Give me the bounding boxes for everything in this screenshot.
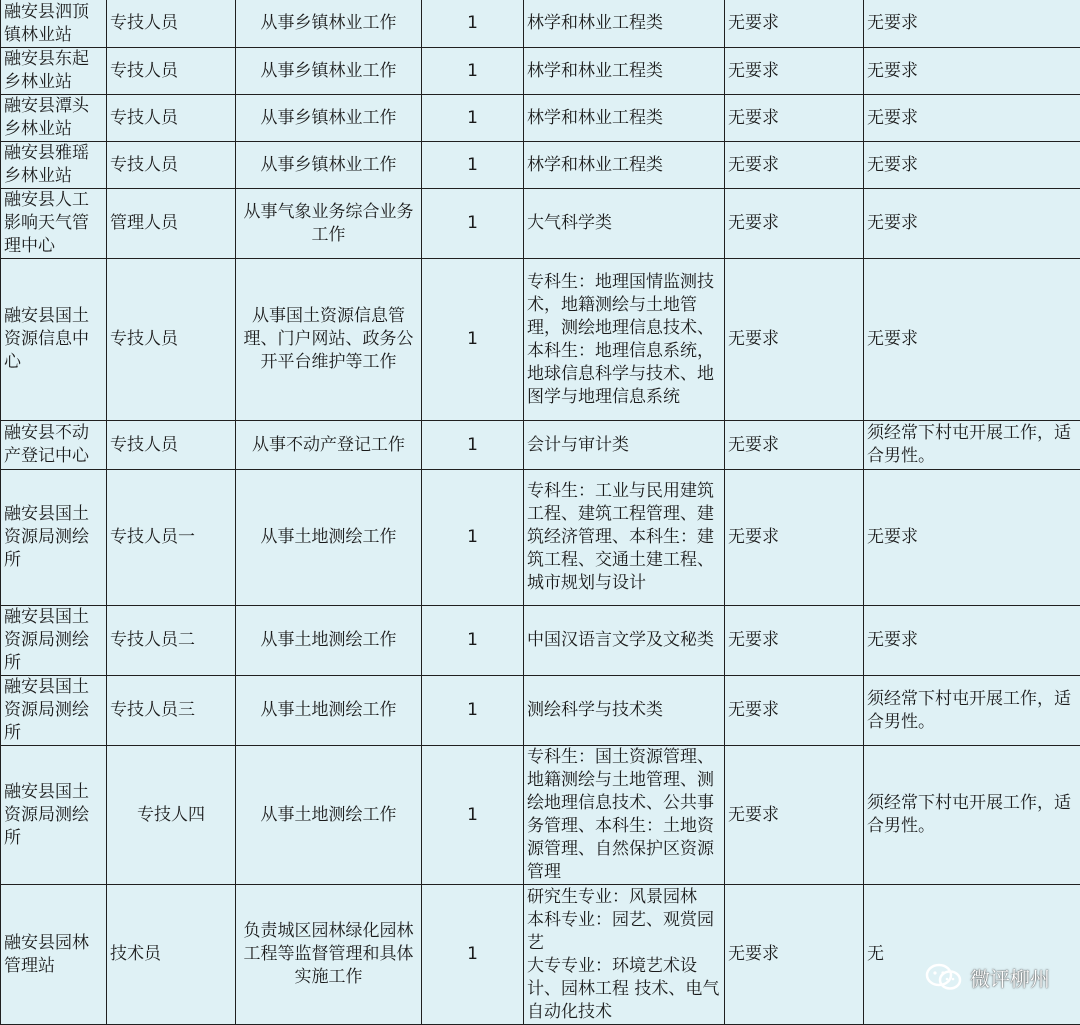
cell-duty: 负责城区园林绿化园林工程等监督管理和具体实施工作: [236, 885, 422, 1025]
cell-major: 林学和林业工程类: [524, 142, 725, 189]
cell-duty: 从事土地测绘工作: [236, 470, 422, 606]
cell-other-requirement: 无要求: [864, 259, 1080, 421]
cell-unit: 融安县潭头乡林业站: [1, 95, 107, 142]
cell-unit: 融安县不动产登记中心: [1, 421, 107, 470]
cell-post: 专技人四: [107, 746, 236, 885]
cell-post: 管理人员: [107, 189, 236, 259]
table-row: [1, 189, 1080, 259]
table-row: [1, 0, 1080, 48]
cell-post: 专技人员二: [107, 606, 236, 676]
cell-major: 测绘科学与技术类: [524, 676, 725, 746]
cell-count: 1: [422, 0, 524, 48]
cell-other-requirement: 无要求: [864, 606, 1080, 676]
cell-count: 1: [422, 421, 524, 470]
watermark-text: 微评柳州: [970, 963, 1050, 992]
cell-other-requirement: 无要求: [864, 48, 1080, 95]
cell-other-requirement: 须经常下村屯开展工作，适合男性。: [864, 421, 1080, 470]
cell-post: 专技人员: [107, 0, 236, 48]
cell-post: 专技人员: [107, 48, 236, 95]
cell-count: 1: [422, 48, 524, 95]
cell-count: 1: [422, 746, 524, 885]
cell-duty: 从事乡镇林业工作: [236, 0, 422, 48]
cell-major: 专科生：国土资源管理、地籍测绘与土地管理、测绘地理信息技术、公共事务管理、本科生：土地资源管理、自然保护区资源管理: [524, 746, 725, 885]
cell-other-requirement: 无要求: [864, 142, 1080, 189]
cell-post: 专技人员一: [107, 470, 236, 606]
cell-duty: 从事土地测绘工作: [236, 606, 422, 676]
table-row: [1, 606, 1080, 676]
cell-post: 技术员: [107, 885, 236, 1025]
table-row: [1, 470, 1080, 606]
cell-duty: 从事气象业务综合业务工作: [236, 189, 422, 259]
cell-unit: 融安县人工影响天气管理中心: [1, 189, 107, 259]
cell-duty: 从事乡镇林业工作: [236, 95, 422, 142]
table-row: [1, 746, 1080, 885]
cell-requirement: 无要求: [725, 189, 864, 259]
cell-major: 林学和林业工程类: [524, 95, 725, 142]
cell-other-requirement: 无要求: [864, 95, 1080, 142]
cell-requirement: 无要求: [725, 0, 864, 48]
cell-post: 专技人员: [107, 421, 236, 470]
cell-count: 1: [422, 259, 524, 421]
cell-other-requirement: 无要求: [864, 470, 1080, 606]
cell-major: 大气科学类: [524, 189, 725, 259]
cell-major: 专科生：地理国情监测技术，地籍测绘与土地管理，测绘地理信息技术、本科生：地理信息系统，地球信息科学与技术、地图学与地理信息系统: [524, 259, 725, 421]
cell-major: 中国汉语言文学及文秘类: [524, 606, 725, 676]
cell-requirement: 无要求: [725, 470, 864, 606]
cell-requirement: 无要求: [725, 95, 864, 142]
table-row: [1, 48, 1080, 95]
cell-major: 林学和林业工程类: [524, 0, 725, 48]
cell-unit: 融安县泗顶镇林业站: [1, 0, 107, 48]
cell-other-requirement: 无要求: [864, 0, 1080, 48]
cell-requirement: 无要求: [725, 259, 864, 421]
cell-major: 林学和林业工程类: [524, 48, 725, 95]
cell-unit: 融安县国土资源局测绘所: [1, 606, 107, 676]
cell-unit: 融安县国土资源局测绘所: [1, 746, 107, 885]
cell-duty: 从事乡镇林业工作: [236, 48, 422, 95]
cell-count: 1: [422, 606, 524, 676]
cell-unit: 融安县园林管理站: [1, 885, 107, 1025]
cell-post: 专技人员三: [107, 676, 236, 746]
cell-major: 研究生专业：风景园林 本科专业：园艺、观赏园艺 大专专业：环境艺术设计、园林工程 技术、电气自动化技术: [524, 885, 725, 1025]
cell-requirement: 无要求: [725, 606, 864, 676]
table-row: [1, 142, 1080, 189]
cell-other-requirement: 须经常下村屯开展工作，适合男性。: [864, 676, 1080, 746]
cell-unit: 融安县国土资源局测绘所: [1, 470, 107, 606]
cell-other-requirement: 无要求: [864, 189, 1080, 259]
cell-unit: 融安县东起乡林业站: [1, 48, 107, 95]
wechat-icon: [924, 962, 964, 992]
table-row: [1, 676, 1080, 746]
cell-duty: 从事土地测绘工作: [236, 746, 422, 885]
cell-unit: 融安县雅瑶乡林业站: [1, 142, 107, 189]
cell-requirement: 无要求: [725, 676, 864, 746]
watermark: [924, 962, 1050, 992]
cell-duty: 从事国土资源信息管理、门户网站、政务公开平台维护等工作: [236, 259, 422, 421]
cell-post: 专技人员: [107, 259, 236, 421]
cell-major: 专科生：工业与民用建筑工程、建筑工程管理、建筑经济管理、本科生：建筑工程、交通土建工程、城市规划与设计: [524, 470, 725, 606]
cell-count: 1: [422, 676, 524, 746]
cell-unit: 融安县国土资源局测绘所: [1, 676, 107, 746]
cell-major: 会计与审计类: [524, 421, 725, 470]
cell-other-requirement: 无: [864, 885, 1080, 1025]
cell-requirement: 无要求: [725, 48, 864, 95]
cell-count: 1: [422, 470, 524, 606]
cell-requirement: 无要求: [725, 885, 864, 1025]
cell-count: 1: [422, 95, 524, 142]
cell-requirement: 无要求: [725, 746, 864, 885]
cell-duty: 从事土地测绘工作: [236, 676, 422, 746]
cell-post: 专技人员: [107, 95, 236, 142]
table-row: [1, 885, 1080, 1025]
cell-count: 1: [422, 189, 524, 259]
cell-unit: 融安县国土资源信息中心: [1, 259, 107, 421]
cell-count: 1: [422, 142, 524, 189]
cell-duty: 从事乡镇林业工作: [236, 142, 422, 189]
cell-other-requirement: 须经常下村屯开展工作，适合男性。: [864, 746, 1080, 885]
table-row: [1, 95, 1080, 142]
cell-duty: 从事不动产登记工作: [236, 421, 422, 470]
table-row: [1, 421, 1080, 470]
table-row: [1, 259, 1080, 421]
cell-post: 专技人员: [107, 142, 236, 189]
cell-requirement: 无要求: [725, 142, 864, 189]
cell-count: 1: [422, 885, 524, 1025]
cell-requirement: 无要求: [725, 421, 864, 470]
